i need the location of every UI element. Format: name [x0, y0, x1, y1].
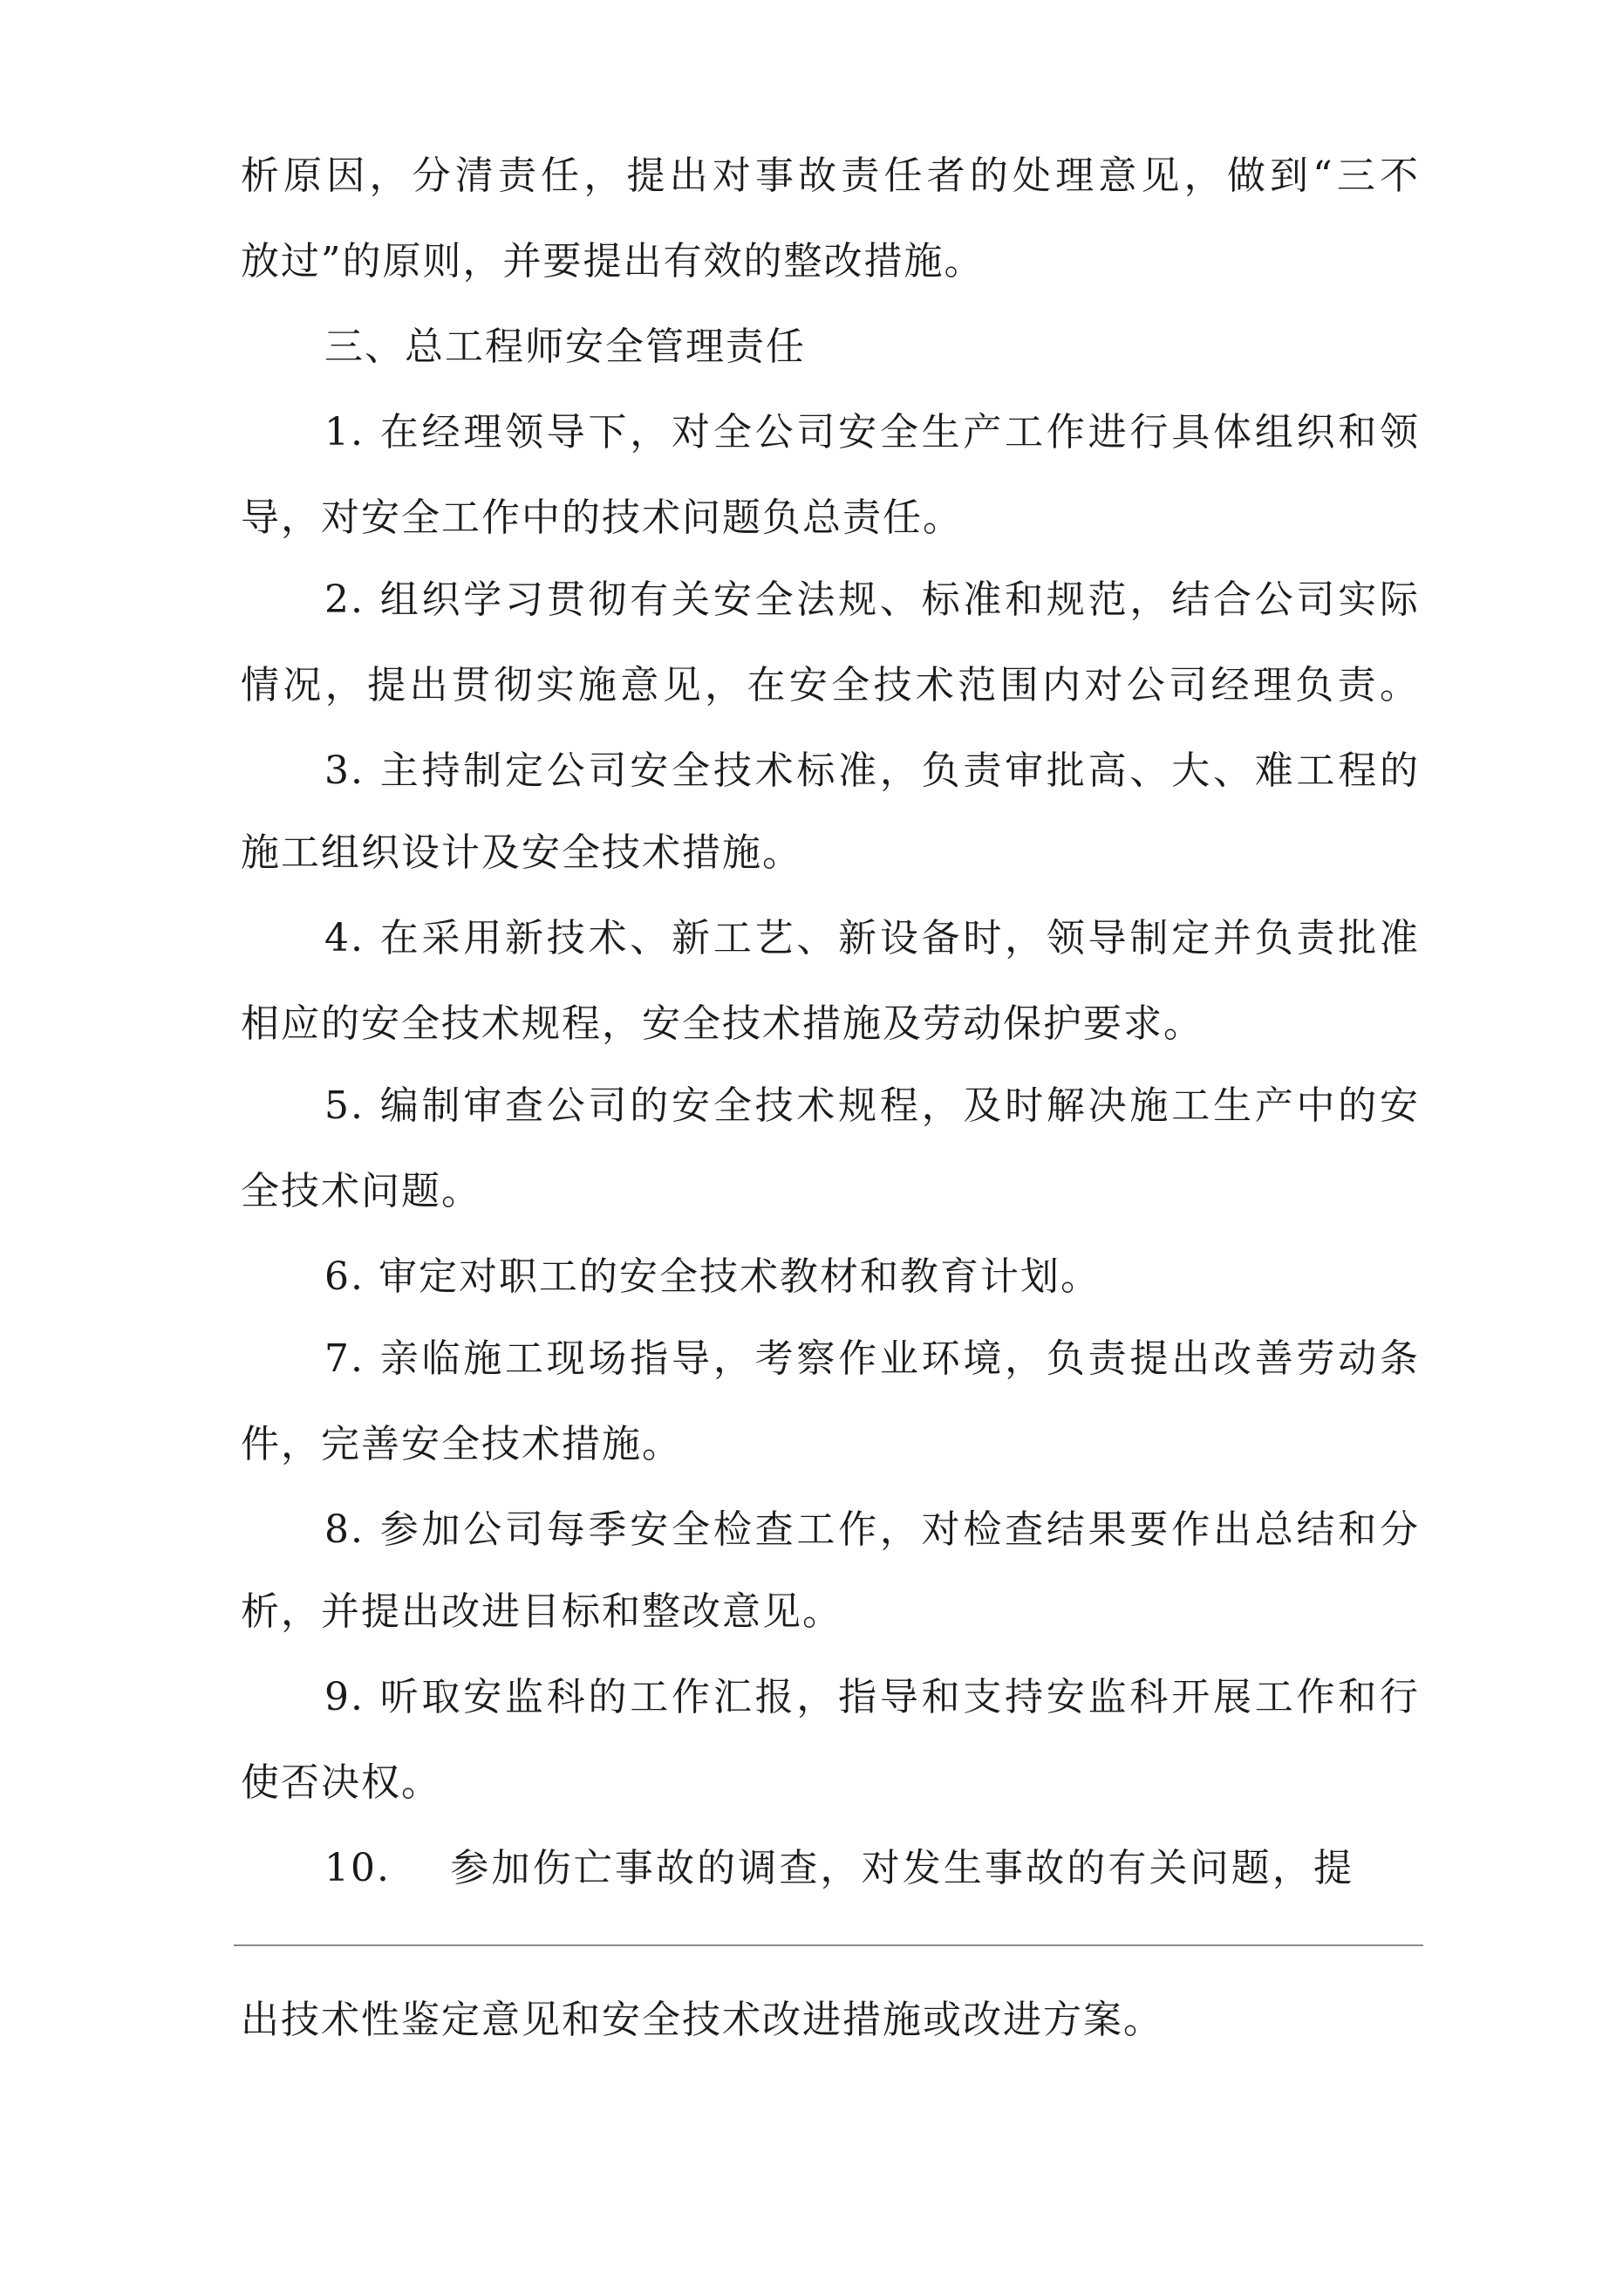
- list-item: 4. 在采用新技术、新工艺、新设备时，领导制定并负责批准: [324, 916, 1420, 960]
- text-line: 情况，提出贯彻实施意见，在安全技术范围内对公司经理负责。: [241, 663, 1420, 707]
- text-line: 施工组织设计及安全技术措施。: [241, 830, 802, 875]
- list-item: 8. 参加公司每季安全检查工作，对检查结果要作出总结和分: [324, 1507, 1420, 1552]
- footnote-divider: [234, 1944, 1423, 1946]
- text-line: 件，完善安全技术措施。: [241, 1422, 682, 1466]
- list-item: 2. 组织学习贯彻有关安全法规、标准和规范，结合公司实际: [324, 577, 1420, 622]
- text-line: 导，对安全工作中的技术问题负总责任。: [241, 495, 963, 540]
- list-item: 5. 编制审查公司的安全技术规程，及时解决施工生产中的安: [324, 1083, 1420, 1128]
- text-line: 全技术问题。: [241, 1169, 481, 1213]
- text-line: 析原因，分清责任，提出对事故责任者的处理意见，做到“三不: [241, 154, 1420, 198]
- list-item: 3. 主持制定公司安全技术标准，负责审批高、大、难工程的: [324, 748, 1420, 793]
- text-line: 出技术性鉴定意见和安全技术改进措施或改进方案。: [241, 1998, 1163, 2042]
- list-item: 1. 在经理领导下，对全公司安全生产工作进行具体组织和领: [324, 410, 1420, 454]
- section-heading: 三、总工程师安全管理责任: [324, 325, 806, 369]
- text-line: 放过”的原则，并要提出有效的整改措施。: [241, 239, 985, 284]
- list-item: 6. 审定对职工的安全技术教材和教育计划。: [324, 1254, 1101, 1299]
- list-item: 7. 亲临施工现场指导，考察作业环境，负责提出改善劳动条: [324, 1336, 1420, 1381]
- text-line: 析，并提出改进目标和整改意见。: [241, 1589, 842, 1634]
- text-line: 相应的安全技术规程，安全技术措施及劳动保护要求。: [241, 1001, 1204, 1046]
- list-item: 9. 听取安监科的工作汇报，指导和支持安监科开展工作和行: [324, 1675, 1420, 1719]
- list-item: 10. 参加伤亡事故的调查，对发生事故的有关问题，提: [324, 1846, 1354, 1890]
- text-line: 使否决权。: [241, 1760, 441, 1805]
